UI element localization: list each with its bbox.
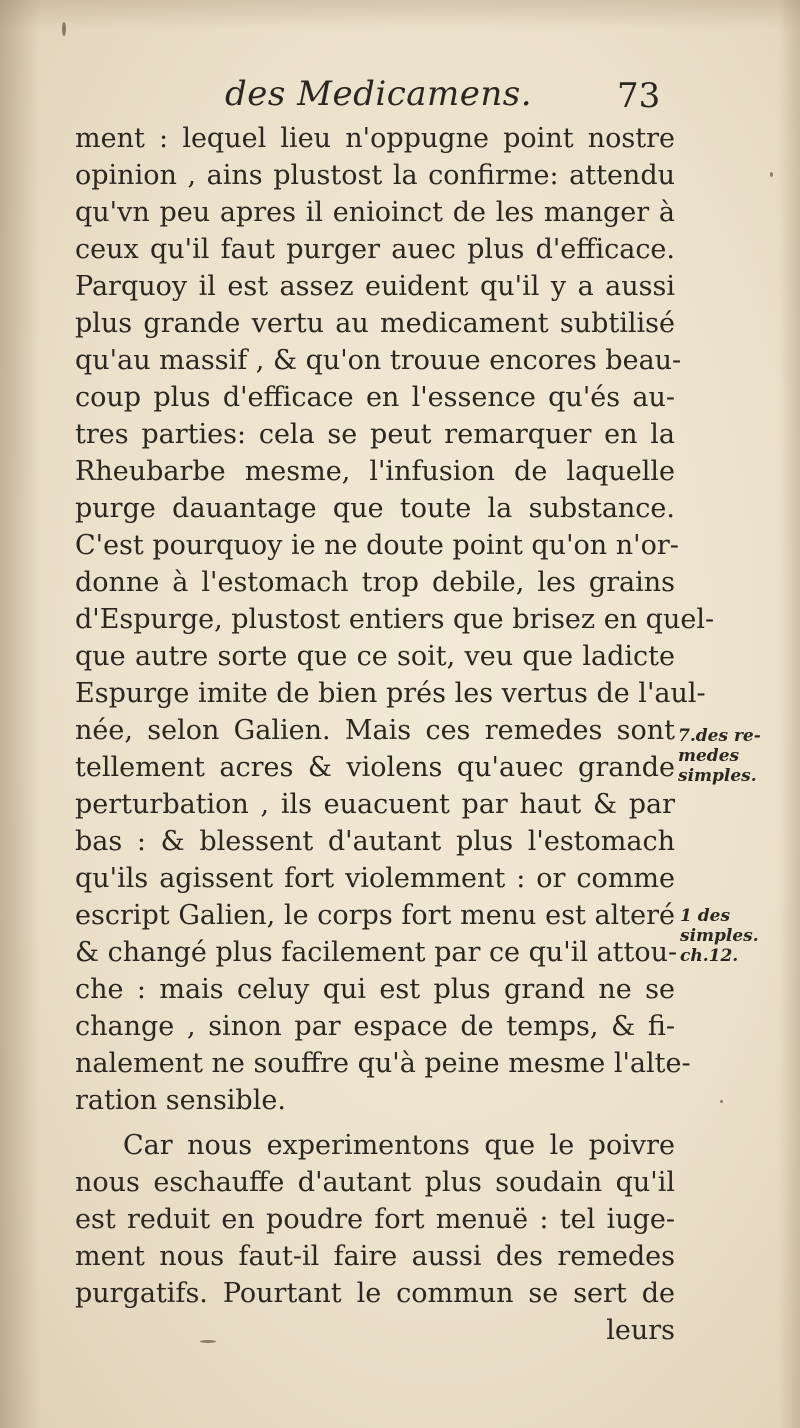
text-line: opinion , ains plustost la confirme: attendu xyxy=(75,160,675,191)
text-line: que autre sorte que ce soit, veu que ladicte xyxy=(75,641,675,672)
text-line: purgatifs. Pourtant le commun se sert de xyxy=(75,1278,675,1309)
text-line: qu'vn peu apres il enioinct de les manger à xyxy=(75,197,675,228)
text-line: bas : & blessent d'autant plus l'estomach xyxy=(75,826,675,857)
text-line: nous eschauffe d'autant plus soudain qu'il xyxy=(75,1167,675,1198)
top-shadow xyxy=(0,0,800,30)
margin-note-line: 7.des re- xyxy=(678,726,761,746)
text-line: née, selon Galien. Mais ces remedes sont xyxy=(75,715,675,746)
paragraph-first-line: Car nous experimentons que le poivre xyxy=(123,1130,675,1161)
text-line: ment nous faut-il faire aussi des remedes xyxy=(75,1241,675,1272)
text-line: che : mais celuy qui est plus grand ne se xyxy=(75,974,675,1005)
running-title: des Medicamens. xyxy=(225,74,533,114)
margin-note-simples xyxy=(680,906,780,966)
text-line: C'est pourquoy ie ne doute point qu'on n'or- xyxy=(75,530,679,561)
page-number: 73 xyxy=(617,76,661,116)
text-line: tres parties: cela se peut remarquer en la xyxy=(75,419,675,450)
gutter-shadow xyxy=(0,0,40,1428)
catchword: leurs xyxy=(606,1315,675,1346)
text-line: est reduit en poudre fort menuë : tel iuge- xyxy=(75,1204,675,1235)
margin-note-line: simples. xyxy=(680,926,759,946)
text-line: perturbation , ils euacuent par haut & par xyxy=(75,789,675,820)
margin-note-line: ch.12. xyxy=(680,946,739,966)
text-line: plus grande vertu au medicament subtilisé xyxy=(75,308,675,339)
text-line: coup plus d'efficace en l'essence qu'és au- xyxy=(75,382,675,413)
margin-note-line: medes xyxy=(678,746,740,766)
edge-shadow xyxy=(778,0,800,1428)
margin-note-line: simples. xyxy=(678,766,757,786)
ink-speck xyxy=(720,1100,723,1103)
text-line: qu'ils agissent fort violemment : or comme xyxy=(75,863,675,894)
text-line: ration sensible. xyxy=(75,1085,286,1116)
text-line: Rheubarbe mesme, l'infusion de laquelle xyxy=(75,456,675,487)
text-line: change , sinon par espace de temps, & fi- xyxy=(75,1011,675,1042)
text-line: Espurge imite de bien prés les vertus de l'aul- xyxy=(75,678,706,709)
text-line: qu'au massif , & qu'on trouue encores beau- xyxy=(75,345,682,376)
text-line: Parquoy il est assez euident qu'il y a aussi xyxy=(75,271,675,302)
ink-speck xyxy=(62,22,66,36)
text-line: & changé plus facilement par ce qu'il attou- xyxy=(75,937,678,968)
text-line: tellement acres & violens qu'auec grande xyxy=(75,752,675,783)
margin-note-line: 1 des xyxy=(680,906,731,926)
ink-speck xyxy=(200,1340,216,1343)
text-line: ceux qu'il faut purger auec plus d'efficace. xyxy=(75,234,675,265)
text-line: purge dauantage que toute la substance. xyxy=(75,493,675,524)
text-line: ment : lequel lieu n'oppugne point nostre xyxy=(75,123,675,154)
text-line: donne à l'estomach trop debile, les grains xyxy=(75,567,675,598)
text-line: d'Espurge, plustost entiers que brisez en quel- xyxy=(75,604,715,635)
text-line: escript Galien, le corps fort menu est alteré xyxy=(75,900,675,931)
margin-note-remedies xyxy=(678,726,778,786)
ink-speck xyxy=(770,172,773,177)
text-line: nalement ne souffre qu'à peine mesme l'alte- xyxy=(75,1048,691,1079)
